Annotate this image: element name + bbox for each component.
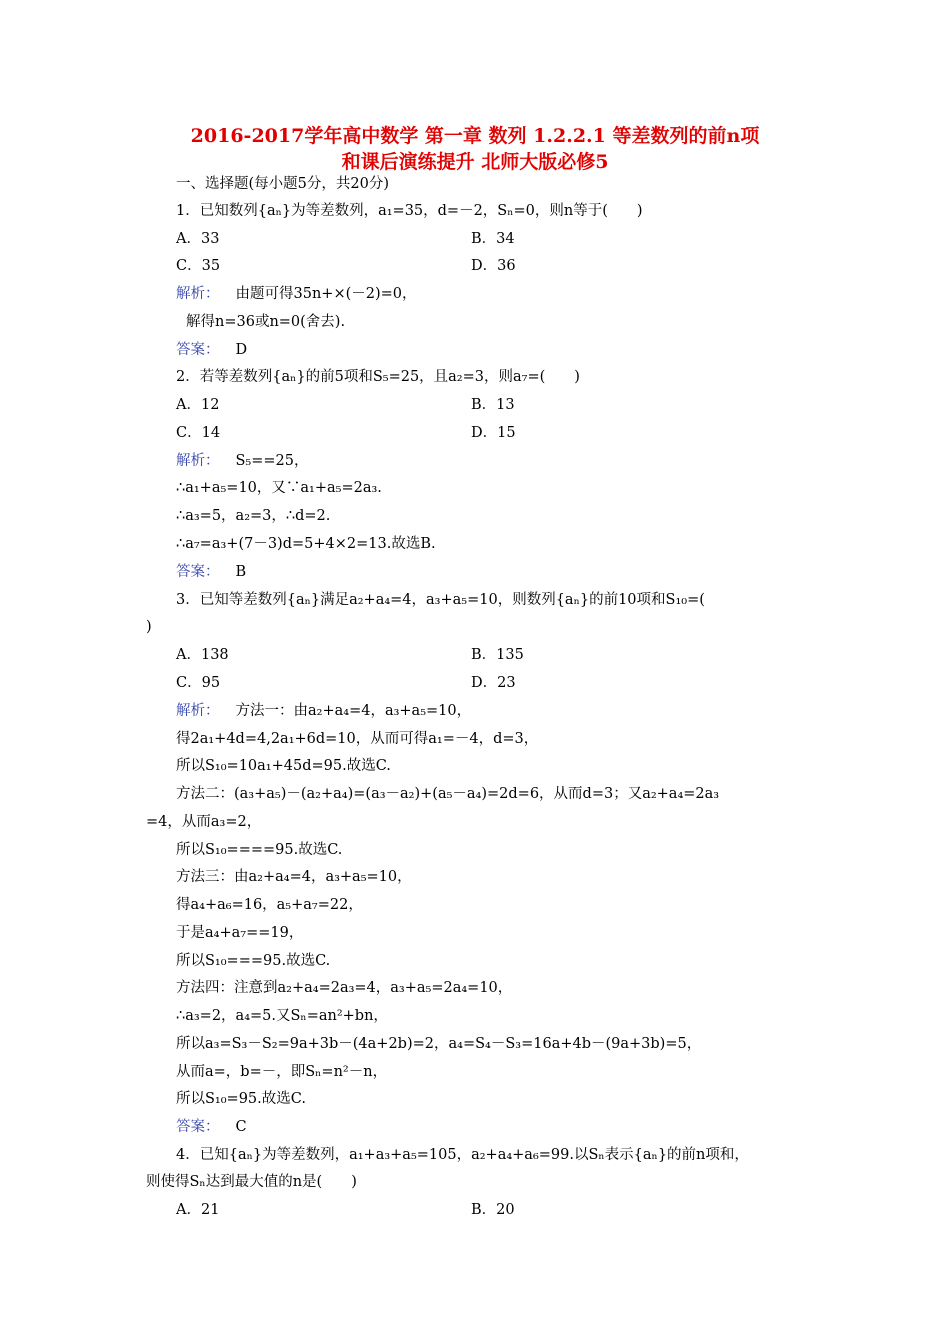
q4-stem: 4．已知{aₙ}为等差数列，a₁+a₃+a₅=105，a₂+a₄+a₆=99.以Sₙ表示{aₙ}的前n项和，: [176, 1147, 749, 1163]
q3-analysis-line-1: [176, 701, 471, 721]
q1-option-a: A．33: [176, 231, 220, 247]
answer-label: 答案：: [176, 342, 220, 358]
q2-answer-value: B: [235, 564, 247, 580]
q1-answer: [176, 340, 247, 360]
q2-option-a: A．12: [176, 397, 220, 413]
q2-answer: [176, 562, 246, 582]
section-heading: 一、选择题(每小题5分，共20分): [176, 176, 389, 192]
q3-analysis-line-4: 方法二：(a₃+a₅)－(a₂+a₄)=(a₃－a₂)+(a₅－a₄)=2d=6，从而d=3；又a₂+a₄=2a₃: [176, 786, 720, 802]
analysis-label: 解析：: [176, 453, 220, 469]
q2-option-d: D．15: [471, 425, 516, 441]
q1-analysis-line-2: 解得n=36或n=0(舍去).: [186, 314, 346, 330]
q3-analysis-line-14: 从而a=，b=－，即Sₙ=n²－n，: [176, 1064, 388, 1080]
title-line-2: 和课后演练提升 北师大版必修5: [341, 151, 609, 173]
q3-option-a: A．138: [176, 647, 229, 663]
q2-analysis-line-3: ∴a₃=5，a₂=3，∴d=2.: [176, 508, 331, 524]
q2-analysis-line-2: ∴a₁+a₅=10，又∵a₁+a₅=2a₃.: [176, 480, 382, 496]
q3-analysis-line-12: ∴a₃=2，a₄=5.又Sₙ=an²+bn，: [176, 1008, 388, 1024]
q1-stem: 1．已知数列{aₙ}为等差数列，a₁=35，d=－2，Sₙ=0，则n等于( ): [176, 203, 643, 219]
q4-stem-cont: 则使得Sₙ达到最大值的n是( ): [146, 1174, 357, 1190]
q3-analysis-line-7: 方法三：由a₂+a₄=4，a₃+a₅=10，: [176, 869, 412, 885]
q3-analysis-line-2: 得2a₁+4d=4,2a₁+6d=10，从而可得a₁=－4，d=3，: [176, 731, 539, 747]
title-line-1: 2016-2017学年高中数学 第一章 数列 1.2.2.1 等差数列的前n项: [190, 125, 760, 147]
q3-option-c: C．95: [176, 675, 221, 691]
q4-option-b: B．20: [471, 1202, 515, 1218]
q1-analysis-text: 由题可得35n+×(－2)=0，: [235, 286, 417, 302]
q3-analysis-text: 方法一：由a₂+a₄=4，a₃+a₅=10，: [235, 703, 472, 719]
q1-option-c: C．35: [176, 258, 221, 274]
q1-option-b: B．34: [471, 231, 515, 247]
q3-analysis-line-8: 得a₄+a₆=16，a₅+a₇=22，: [176, 897, 363, 913]
q3-analysis-line-5: =4，从而a₃=2，: [146, 814, 262, 830]
q2-stem: 2．若等差数列{aₙ}的前5项和S₅=25，且a₂=3，则a₇=( ): [176, 369, 580, 385]
q3-answer: [176, 1117, 247, 1137]
analysis-label: 解析：: [176, 703, 220, 719]
q2-analysis-text: S₅==25，: [235, 453, 309, 469]
analysis-label: 解析：: [176, 286, 220, 302]
q1-option-d: D．36: [471, 258, 516, 274]
q3-option-d: D．23: [471, 675, 516, 691]
q3-analysis-line-9: 于是a₄+a₇==19，: [176, 925, 304, 941]
q2-option-b: B．13: [471, 397, 515, 413]
q1-analysis-line-1: [176, 284, 417, 304]
q4-option-a: A．21: [176, 1202, 220, 1218]
answer-label: 答案：: [176, 1119, 220, 1135]
q1-answer-value: D: [235, 342, 248, 358]
q2-analysis-line-4: ∴a₇=a₃+(7－3)d=5+4×2=13.故选B.: [176, 536, 436, 552]
q3-answer-value: C: [235, 1119, 247, 1135]
q2-analysis-line-1: [176, 451, 309, 471]
q3-analysis-line-15: 所以S₁₀=95.故选C.: [176, 1091, 306, 1107]
q3-option-b: B．135: [471, 647, 524, 663]
q3-analysis-line-13: 所以a₃=S₃－S₂=9a+3b－(4a+2b)=2，a₄=S₄－S₃=16a+4b－(9a+3b)=5，: [176, 1036, 702, 1052]
q2-option-c: C．14: [176, 425, 221, 441]
answer-label: 答案：: [176, 564, 220, 580]
q3-analysis-line-10: 所以S₁₀===95.故选C.: [176, 953, 331, 969]
q3-analysis-line-6: 所以S₁₀====95.故选C.: [176, 842, 343, 858]
q3-stem-cont: ): [146, 619, 152, 635]
q3-analysis-line-3: 所以S₁₀=10a₁+45d=95.故选C.: [176, 758, 391, 774]
q3-stem: 3．已知等差数列{aₙ}满足a₂+a₄=4，a₃+a₅=10，则数列{aₙ}的前10项和S₁₀=(: [176, 592, 705, 608]
q3-analysis-line-11: 方法四：注意到a₂+a₄=2a₃=4，a₃+a₅=2a₄=10，: [176, 980, 513, 996]
